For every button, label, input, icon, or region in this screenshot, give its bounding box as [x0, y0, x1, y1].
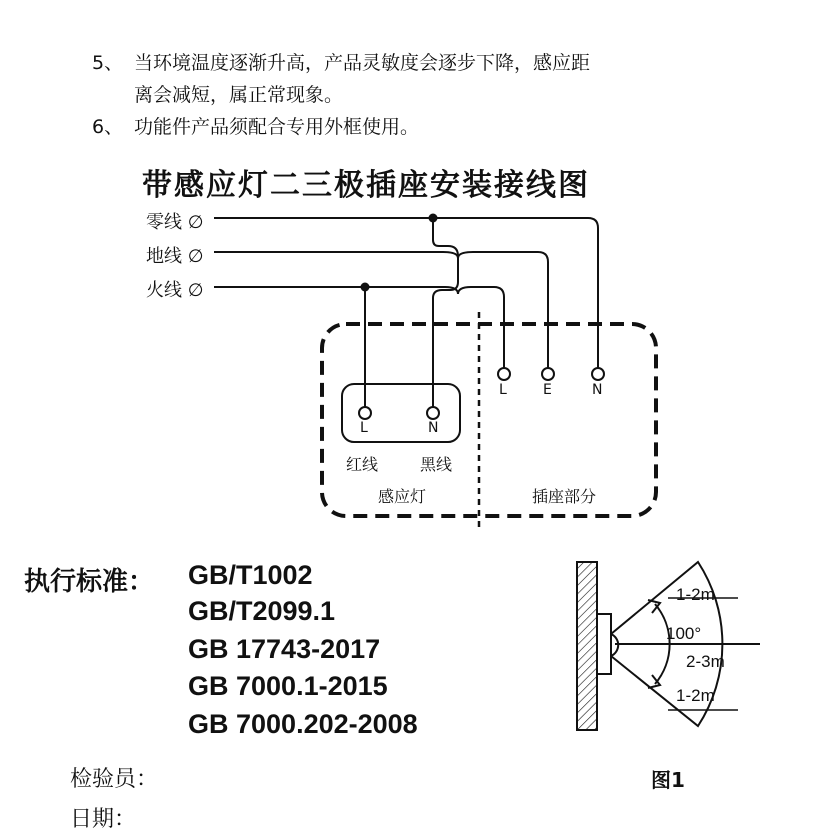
socket-terminal-e-label: E: [543, 382, 552, 398]
red-wire-label: 红线: [346, 455, 379, 474]
note-6-line-1: 功能件产品须配合专用外框使用。: [134, 116, 420, 138]
note-6-number: 6、: [92, 116, 124, 138]
sensor-lamp-label: 感应灯: [378, 487, 427, 506]
wall-hatch: [577, 562, 597, 730]
socket-terminal-n-label: N: [592, 382, 603, 398]
ground-terminal-icon: ∅: [187, 246, 204, 267]
note-5-number: 5、: [92, 52, 124, 74]
standard-item: GB 7000.1-2015: [188, 671, 388, 701]
live-wire-text: 火线: [146, 280, 182, 301]
socket-part-label: 插座部分: [532, 487, 597, 506]
standard-item: GB 17743-2017: [188, 634, 381, 664]
ground-wire-text: 地线: [146, 246, 182, 267]
standards-label: 执行标准：: [24, 567, 155, 597]
neutral-terminal-icon: ∅: [187, 212, 204, 233]
lamp-terminal-n-label: N: [428, 420, 439, 436]
standard-item: GB/T2099.1: [188, 596, 336, 626]
black-wire-label: 黑线: [420, 455, 453, 474]
standard-item: GB 7000.202-2008: [188, 709, 418, 739]
note-5-line-1: 当环境温度逐渐升高，产品灵敏度会逐步下降，感应距: [134, 52, 591, 74]
bottom-range-label: 1-2m: [676, 686, 715, 705]
figure-1-caption: 图1: [651, 768, 685, 792]
standard-item: GB/T1002: [188, 560, 313, 590]
note-5-line-2: 离会减短，属正常现象。: [134, 84, 344, 106]
inspector-label: 检验员：: [70, 767, 159, 792]
angle-label: 100°: [666, 624, 702, 643]
date-label: 日期：: [70, 807, 137, 832]
sensor-device: [597, 614, 611, 674]
top-range-label: 1-2m: [676, 585, 715, 604]
diagram-title: 带感应灯二三极插座安装接线图: [142, 168, 590, 203]
middle-range-label: 2-3m: [686, 652, 725, 671]
lamp-terminal-l-label: L: [360, 420, 368, 436]
socket-terminal-l-label: L: [499, 382, 507, 398]
live-terminal-icon: ∅: [187, 280, 204, 301]
neutral-wire-text: 零线: [146, 212, 182, 233]
